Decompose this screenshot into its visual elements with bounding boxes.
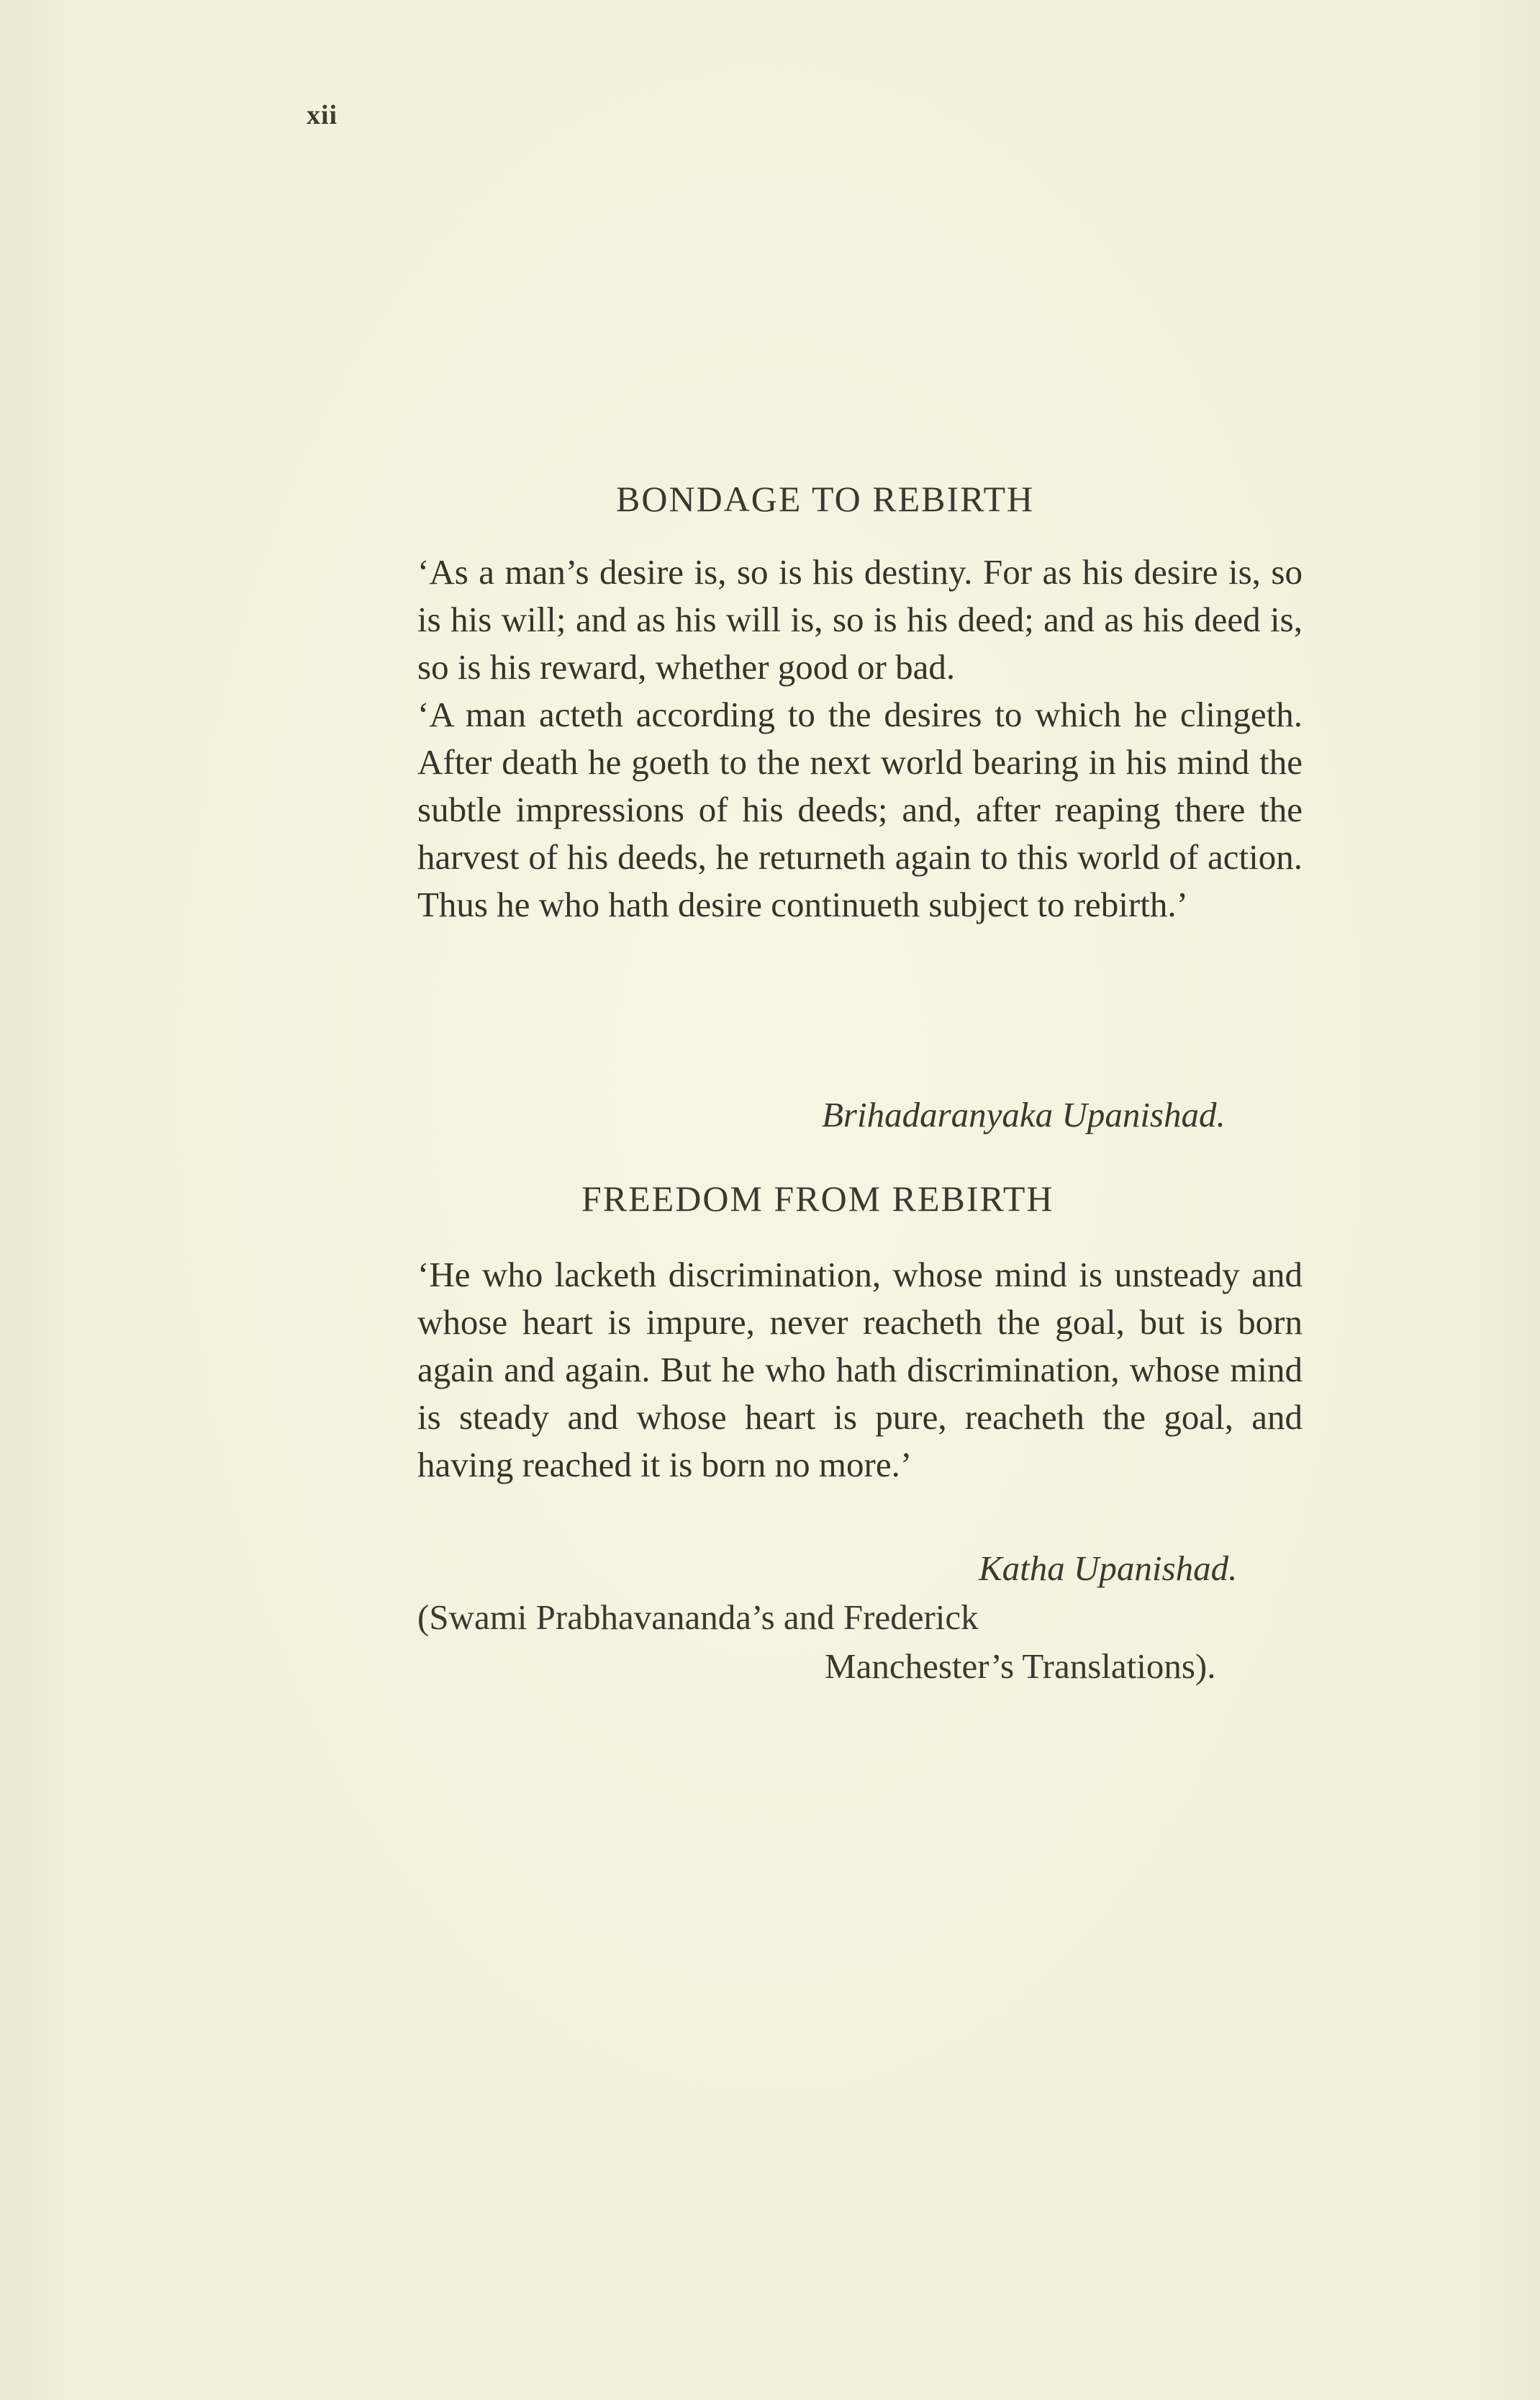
source-citation-katha: Katha Upanishad. bbox=[979, 1548, 1238, 1588]
section-body-bondage bbox=[417, 549, 1303, 929]
translation-credit-line-1: (Swami Prabhavananda’s and Frederick bbox=[417, 1597, 979, 1637]
page-number: xii bbox=[307, 100, 338, 130]
translation-credit-line-2: Manchester’s Translations). bbox=[825, 1646, 1216, 1686]
paragraph: ‘A man acteth according to the desires to which he clingeth. After death he goeth to the next world bearing in his mind the subtle impressions of his deeds; and, after reaping there the harvest of his deeds, he returneth again to this world of action. Thus he who hath desire continueth subject to rebirth.’ bbox=[417, 695, 1303, 924]
paragraph: ‘He who lacketh discrimination, whose mind is unsteady and whose heart is impure, never reacheth the goal, but is born again and again. But he who hath discrimination, whose mind is steady and whose heart is pure, reacheth the goal, and having reached it is born no more.’ bbox=[417, 1255, 1303, 1484]
section-heading-bondage: BONDAGE TO REBIRTH bbox=[616, 479, 1035, 519]
paragraph: ‘As a man’s desire is, so is his destiny. For as his desire is, so is his will; and as his will is, so is his deed; and as his deed is, so is his reward, whether good or bad. bbox=[417, 552, 1303, 687]
section-body-freedom bbox=[417, 1251, 1303, 1489]
section-heading-freedom: FREEDOM FROM REBIRTH bbox=[581, 1178, 1054, 1219]
source-citation-brihadaranyaka: Brihadaranyaka Upanishad. bbox=[822, 1095, 1226, 1134]
